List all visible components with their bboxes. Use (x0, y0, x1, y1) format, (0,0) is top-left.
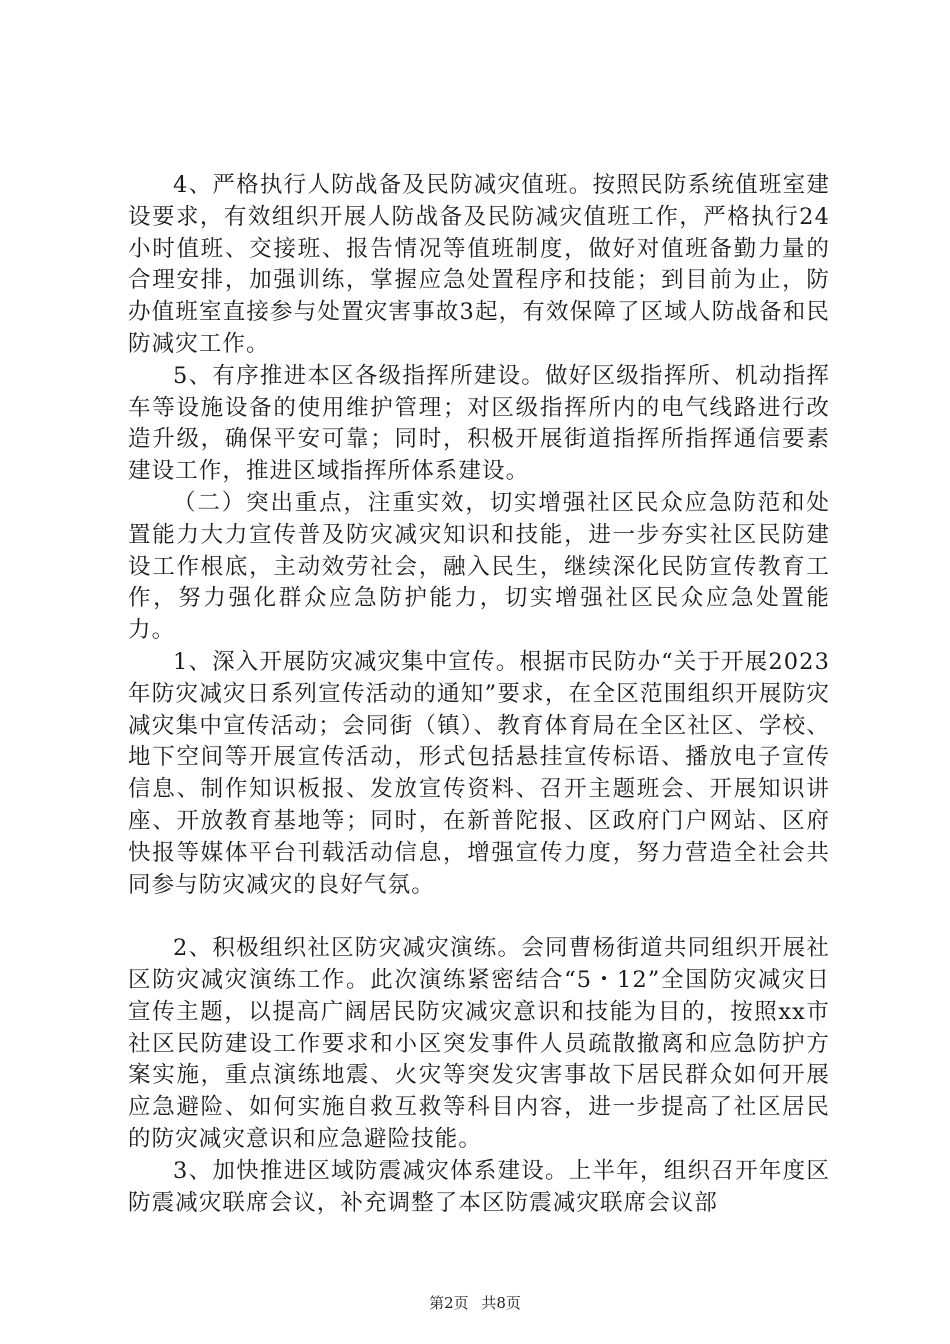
paragraph-item-1-publicity: 1、深入开展防灾减灾集中宣传。根据市民防办“关于开展2023年防灾减灾日系列宣传活动的通知”要求，在全区范围组织开展防灾减灾集中宣传活动；会同街（镇）、教育体育局在全区社区、学校、地下空间等开展宣传活动，形式包括悬挂宣传标语、播放电子宣传信息、制作知识板报、发放宣传资料、召开主题班会、开展知识讲座、开放教育基地等；同时，在新普陀报、区政府门户网站、区府快报等媒体平台刊载活动信息，增强宣传力度，努力营造全社会共同参与防灾减灾的良好气氛。 (128, 648, 830, 898)
page-footer (0, 1292, 950, 1313)
paragraph-item-3-earthquake: 3、加快推进区域防震减灾体系建设。上半年，组织召开年度区防震减灾联席会议，补充调整了本区防震减灾联席会议部 (128, 1157, 830, 1216)
paragraph-item-5-command-post: 5、有序推进本区各级指挥所建设。做好区级指挥所、机动指挥车等设施设备的使用维护管理；对区级指挥所内的电气线路进行改造升级，确保平安可靠；同时，积极开展街道指挥所指挥通信要素建设工作，推进区域指挥所体系建设。 (128, 362, 830, 485)
paragraph-section-2-heading: （二）突出重点，注重实效，切实增强社区民众应急防范和处置能力大力宣传普及防灾减灾知识和技能，进一步夯实社区民防建设工作根底，主动效劳社会，融入民生，继续深化民防宣传教育工作，努力强化群众应急防护能力，切实增强社区民众应急处置能力。 (128, 489, 830, 644)
paragraph-item-4-duty: 4、严格执行人防战备及民防减灾值班。按照民防系统值班室建设要求，有效组织开展人防战备及民防减灾值班工作，严格执行24小时值班、交接班、报告情况等值班制度，做好对值班备勤力量的合理安排，加强训练，掌握应急处置程序和技能；到目前为止，防办值班室直接参与处置灾害事故3起，有效保障了区域人防战备和民防减灾工作。 (128, 172, 830, 357)
page-number: 第2页 (429, 1294, 469, 1312)
paragraph-item-2-drill: 2、积极组织社区防灾减灾演练。会同曹杨街道共同组织开展社区防灾减灾演练工作。此次演练紧密结合“5・12”全国防灾减灾日宣传主题，以提高广阔居民防灾减灾意识和技能为目的，按照xx市社区民防建设工作要求和小区突发事件人员疏散撤离和应急防护方案实施，重点演练地震、火灾等突发灾害事故下居民群众如何开展应急避险、如何实施自救互救等科目内容，进一步提高了社区居民的防灾减灾意识和应急避险技能。 (128, 935, 830, 1152)
document-body (128, 170, 830, 1219)
page-total: 共8页 (481, 1294, 521, 1312)
